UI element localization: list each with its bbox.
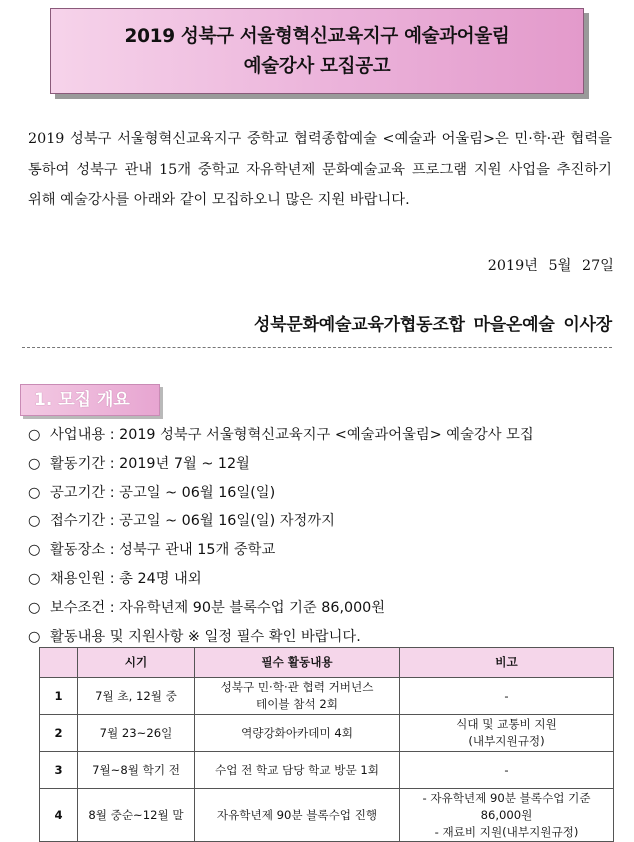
schedule-table [39,647,614,842]
row-notes: - [400,678,614,715]
circle-bullet-icon: ○ [28,455,41,472]
column-header-activity: 필수 활동내용 [195,648,400,678]
list-item: ○ 공고기간 : 공고일 ~ 06월 16일(일) [28,479,618,508]
list-item: ○ 보수조건 : 자유학년제 90분 블록수업 기준 86,000원 [28,594,618,623]
row-notes: 식대 및 교통비 지원 (내부지원규정) [400,715,614,752]
row-number: 1 [40,678,78,715]
row-period: 7월~8월 학기 전 [78,752,195,789]
list-item: ○ 채용인원 : 총 24명 내외 [28,565,618,594]
list-item: ○ 접수기간 : 공고일 ~ 06월 16일(일) 자정까지 [28,507,618,536]
circle-bullet-icon: ○ [28,513,41,530]
circle-bullet-icon: ○ [28,542,41,559]
row-number: 3 [40,752,78,789]
list-item: ○ 활동장소 : 성북구 관내 15개 중학교 [28,536,618,565]
row-period: 8월 중순~12월 말 [78,789,195,842]
row-activity: 자유학년제 90분 블록수업 진행 [195,789,400,842]
table-header-row [40,648,614,678]
overview-list [28,421,618,651]
page-subtitle: 예술강사 모집공고 [243,56,391,77]
circle-bullet-icon: ○ [28,484,41,501]
notice-date: 2019년 5월 27일 [487,258,614,274]
column-header-notes: 비고 [400,648,614,678]
table-row [40,752,614,789]
row-activity: 수업 전 학교 담당 학교 방문 1회 [195,752,400,789]
list-item: ○ 사업내용 : 2019 성북구 서울형혁신교육지구 <예술과어울림> 예술강사 모집 [28,421,618,450]
circle-bullet-icon: ○ [28,570,41,587]
row-number: 4 [40,789,78,842]
title-banner [50,8,584,94]
circle-bullet-icon: ○ [28,599,41,616]
table-row [40,678,614,715]
intro-paragraph: 2019 성북구 서울형혁신교육지구 중학교 협력종합예술 <예술과 어울림>은 민·학·관 협력을 통하여 성북구 관내 15개 중학교 자유학년제 문화예술교육 프로그램 지원 사업을 추진하기 위해 예술강사를 아래와 같이 모집하오니 많은 지원 바랍니다. [28,131,612,208]
page-title: 2019 성북구 서울형혁신교육지구 예술과어울림 [124,26,510,47]
table-row [40,715,614,752]
column-header-number [40,648,78,678]
row-period: 7월 초, 12월 중 [78,678,195,715]
row-notes: - [400,752,614,789]
row-activity: 성북구 민·학·관 협력 거버넌스 테이블 참석 2회 [195,678,400,715]
row-activity: 역량강화아카데미 4회 [195,715,400,752]
row-number: 2 [40,715,78,752]
row-notes: - 자유학년제 90분 블록수업 기준 86,000원 - 재료비 지원(내부지원규정) [400,789,614,842]
section-heading: 1. 모집 개요 [20,384,160,416]
table-row [40,789,614,842]
circle-bullet-icon: ○ [28,628,41,645]
signer-line: 성북문화예술교육가협동조합 마을온예술 이사장 [253,315,612,335]
list-item: ○ 활동기간 : 2019년 7월 ~ 12월 [28,450,618,479]
list-item: ○ 활동내용 및 지원사항 ※ 일정 필수 확인 바랍니다. [28,623,618,652]
column-header-period: 시기 [78,648,195,678]
section-divider [22,347,612,348]
circle-bullet-icon: ○ [28,427,41,443]
row-period: 7월 23~26일 [78,715,195,752]
